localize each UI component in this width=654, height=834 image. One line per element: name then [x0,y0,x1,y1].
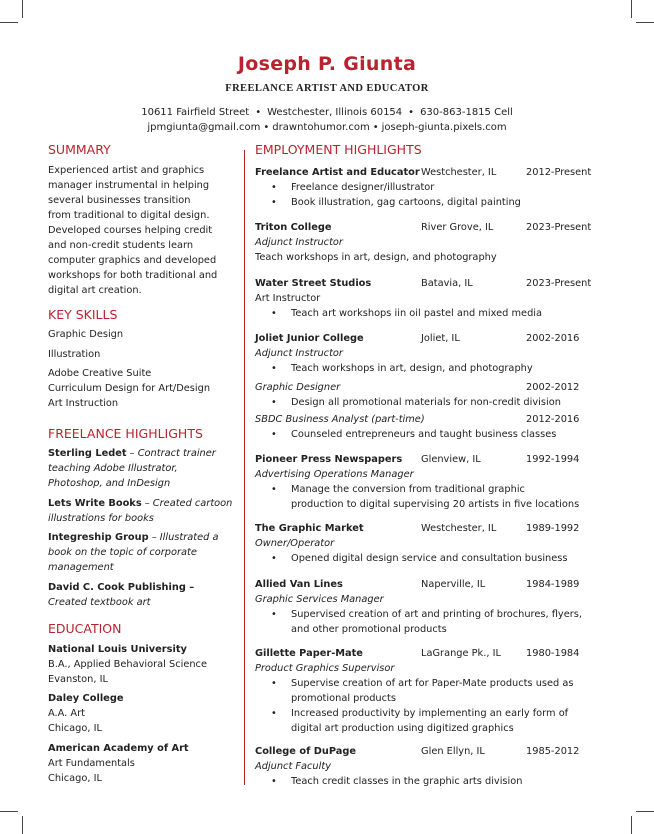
freelance-entry: Lets Write Books – Created cartoon illustrations for books [48,498,233,524]
section-heading-summary: SUMMARY [48,142,111,157]
website-link[interactable]: drawntohumor.com [272,122,370,133]
crop-mark [22,0,23,18]
section-heading-freelance: FREELANCE HIGHLIGHTS [48,426,203,441]
job-entry: Allied Van Lines Naperville, IL 1984-1989 Graphic Services Manager • Supervised creation of art and printing of brochures, flyers, and other promotional products [255,577,605,637]
column-divider [244,150,245,785]
crop-mark [631,816,632,834]
freelance-entry: Sterling Ledet – Contract trainer teaching Adobe Illustrator, Photoshop, and InDesign [48,448,216,489]
crop-mark [636,22,654,23]
crop-mark [0,22,18,23]
job-entry: Triton College River Grove, IL 2023-Present Adjunct Instructor Teach workshops in art, design, and photography [255,222,592,263]
job-entry: Joliet Junior College Joliet, IL 2002-2016 Adjunct Instructor • Teach workshops in art, design, and photography Graphic Designer 2002-2012 • Design all promotional materials for non-credit division SBDC Business Analyst (part-time) 2012-2016 • Counseled entrepreneurs and taught business classes [255,331,605,442]
crop-mark [22,816,23,834]
education-entry: American Academy of Art Art Fundamentals Chicago, IL [48,743,189,784]
city: Westchester, Illinois 60154 [267,107,403,118]
summary-text: Experienced artist and graphics manager instrumental in helping several businesses transition from traditional to digital design. Developed courses helping credit and non-credit students learn computer graphics and developed workshops for both traditional and digital art creation. [48,165,218,296]
contact-line-2: jpmgiunta@gmail.com • drawntohumor.com • joseph-giunta.pixels.com [147,122,507,133]
job-entry: College of DuPage Glen Ellyn, IL 1985-2012 Adjunct Faculty • Teach credit classes in the graphic arts division [255,744,605,789]
skill-item: Curriculum Design for Art/Design [48,383,211,394]
freelance-entry: Integreship Group – Illustrated a book on the topic of corporate management [48,532,219,573]
job-entry: Gillette Paper-Mate LaGrange Pk., IL 1980-1984 Product Graphics Supervisor • Supervise creation of art for Paper-Mate products used as promotional products • Increased productivity by implementing an early form of digital art production using digitized graphics [255,646,605,736]
job-entry: Freelance Artist and Educator Westchester, IL 2012-Present • Freelance designer/illustrator • Book illustration, gag cartoons, digital painting [255,165,605,210]
crop-mark [631,0,632,18]
crop-mark [0,811,18,812]
resume-subtitle: FREELANCE ARTIST AND EDUCATOR [225,83,429,94]
freelance-entry: David C. Cook Publishing – Created textbook art [48,582,195,608]
skill-item: Illustration [48,349,101,360]
skill-item: Graphic Design [48,329,124,340]
job-entry: Pioneer Press Newspapers Glenview, IL 1992-1994 Advertising Operations Manager • Manage the conversion from traditional graphic production to digital supervising 20 artists in five locations [255,452,605,512]
website-link[interactable]: joseph-giunta.pixels.com [381,122,507,133]
education-entry: National Louis University B.A., Applied Behavioral Science Evanston, IL [48,644,207,685]
education-entry: Daley College A.A. Art Chicago, IL [48,693,124,734]
crop-mark [636,811,654,812]
section-heading-skills: KEY SKILLS [48,307,118,322]
skill-item: Art Instruction [48,398,119,409]
phone: 630-863-1815 Cell [420,107,513,118]
job-entry: The Graphic Market Westchester, IL 1989-1992 Owner/Operator • Opened digital design service and consultation business [255,521,605,566]
skill-item: Adobe Creative Suite [48,368,152,379]
section-heading-education: EDUCATION [48,621,122,636]
contact-line-1: 10611 Fairfield Street • Westchester, Illinois 60154 • 630-863-1815 Cell [141,107,513,118]
section-heading-employment: EMPLOYMENT HIGHLIGHTS [255,142,422,157]
email-link[interactable]: jpmgiunta@gmail.com [147,122,261,133]
address: 10611 Fairfield Street [141,107,250,118]
resume-name: Joseph P. Giunta [237,53,417,75]
job-entry: Water Street Studios Batavia, IL 2023-Present Art Instructor • Teach art workshops iin oil pastel and mixed media [255,276,605,321]
